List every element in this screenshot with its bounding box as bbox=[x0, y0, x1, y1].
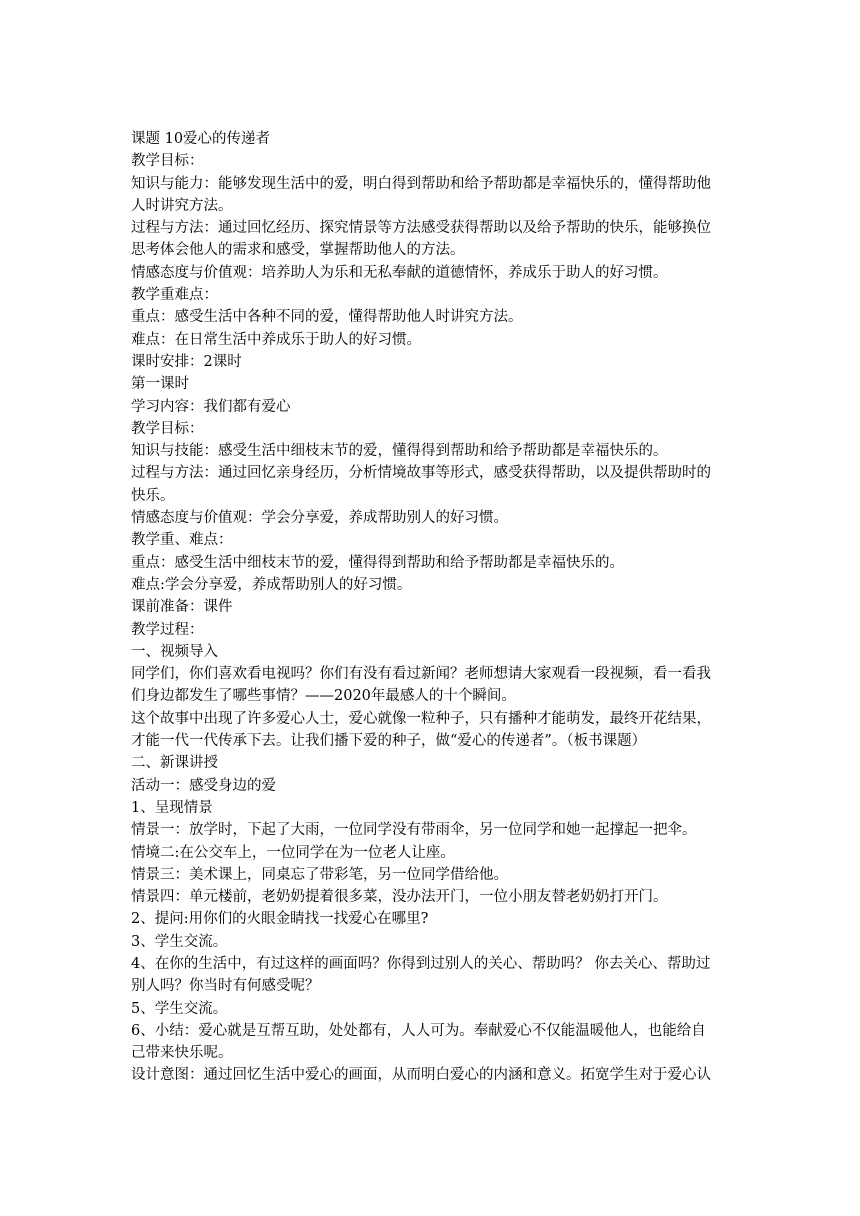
text-line: 6、小结：爱心就是互帮互助，处处都有，人人可为。奉献爱心不仅能温暖他人，也能给自 bbox=[131, 1022, 706, 1039]
text-line: 4、在你的生活中，有过这样的画面吗？你得到过别人的关心、帮助吗？ 你去关心、帮助过 bbox=[131, 955, 711, 972]
text-line: 活动一：感受身边的爱 bbox=[131, 777, 276, 794]
text-line: 教学目标： bbox=[131, 153, 204, 170]
text-line: 二、新课讲授 bbox=[131, 755, 218, 772]
text-line: 课前准备：课件 bbox=[131, 599, 233, 616]
text-line: 己带来快乐呢。 bbox=[131, 1045, 233, 1062]
text-line: 思考体会他人的需求和感受，掌握帮助他人的方法。 bbox=[131, 242, 465, 259]
text-line: 重点：感受生活中各种不同的爱，懂得帮助他人时讲究方法。 bbox=[131, 309, 523, 326]
text-line: 们身边都发生了哪些事情？——2020年最感人的十个瞬间。 bbox=[131, 688, 516, 705]
text-line: 知识与技能：感受生活中细枝末节的爱，懂得得到帮助和给予帮助都是幸福快乐的。 bbox=[131, 443, 668, 460]
text-line: 情感态度与价值观：培养助人为乐和无私奉献的道德情怀，养成乐于助人的好习惯。 bbox=[131, 264, 668, 281]
text-line: 3、学生交流。 bbox=[131, 933, 228, 950]
text-line: 设计意图：通过回忆生活中爱心的画面，从而明白爱心的内涵和意义。拓宽学生对于爱心认 bbox=[131, 1067, 711, 1084]
text-line: 教学重难点： bbox=[131, 287, 218, 304]
document-body bbox=[131, 128, 731, 1087]
text-line: 2、提问:用你们的火眼金睛找一找爱心在哪里? bbox=[131, 911, 429, 928]
text-line: 情感态度与价值观：学会分享爱，养成帮助别人的好习惯。 bbox=[131, 510, 508, 527]
text-line: 同学们，你们喜欢看电视吗？你们有没有看过新闻？老师想请大家观看一段视频，看一看我 bbox=[131, 666, 711, 683]
lesson-title: 课题 10爱心的传递者 bbox=[131, 131, 271, 147]
text-line: 才能一代一代传承下去。让我们播下爱的种子，做“爱心的传递者”。（板书课题） bbox=[131, 733, 647, 750]
text-line: 这个故事中出现了许多爱心人士，爱心就像一粒种子，只有播种才能萌发，最终开花结果， bbox=[131, 710, 711, 727]
text-line: 学习内容：我们都有爱心 bbox=[131, 398, 291, 415]
text-line: 一、视频导入 bbox=[131, 643, 218, 660]
text-line: 课时安排：2课时 bbox=[131, 353, 242, 370]
text-line: 5、学生交流。 bbox=[131, 1000, 228, 1017]
text-line: 知识与能力：能够发现生活中的爱，明白得到帮助和给予帮助都是幸福快乐的，懂得帮助他 bbox=[131, 175, 711, 192]
text-line: 教学重、难点： bbox=[131, 532, 233, 549]
text-line: 情景一：放学时，下起了大雨，一位同学没有带雨伞，另一位同学和她一起撑起一把伞。 bbox=[131, 822, 697, 839]
text-line: 人时讲究方法。 bbox=[131, 197, 233, 214]
text-line: 别人吗？你当时有何感受呢？ bbox=[131, 978, 320, 995]
text-line: 难点：在日常生活中养成乐于助人的好习惯。 bbox=[131, 331, 421, 348]
text-line: 1、呈现情景 bbox=[131, 799, 213, 816]
text-line: 教学目标： bbox=[131, 420, 204, 437]
text-line: 情景三：美术课上，同桌忘了带彩笔，另一位同学借给他。 bbox=[131, 866, 508, 883]
text-line: 第一课时 bbox=[131, 376, 189, 393]
text-line: 情景四：单元楼前，老奶奶提着很多菜，没办法开门，一位小朋友替老奶奶打开门。 bbox=[131, 889, 668, 906]
text-line: 难点:学会分享爱，养成帮助别人的好习惯。 bbox=[131, 576, 412, 593]
text-line: 过程与方法：通过回忆亲身经历，分析情境故事等形式，感受获得帮助，以及提供帮助时的 bbox=[131, 465, 711, 482]
text-line: 过程与方法：通过回忆经历、探究情景等方法感受获得帮助以及给予帮助的快乐，能够换位 bbox=[131, 220, 711, 237]
text-line: 情境二:在公交车上，一位同学在为一位老人让座。 bbox=[131, 844, 455, 861]
text-line: 重点：感受生活中细枝末节的爱，懂得得到帮助和给予帮助都是幸福快乐的。 bbox=[131, 554, 624, 571]
text-line: 快乐。 bbox=[131, 487, 175, 504]
text-line: 教学过程： bbox=[131, 621, 204, 638]
